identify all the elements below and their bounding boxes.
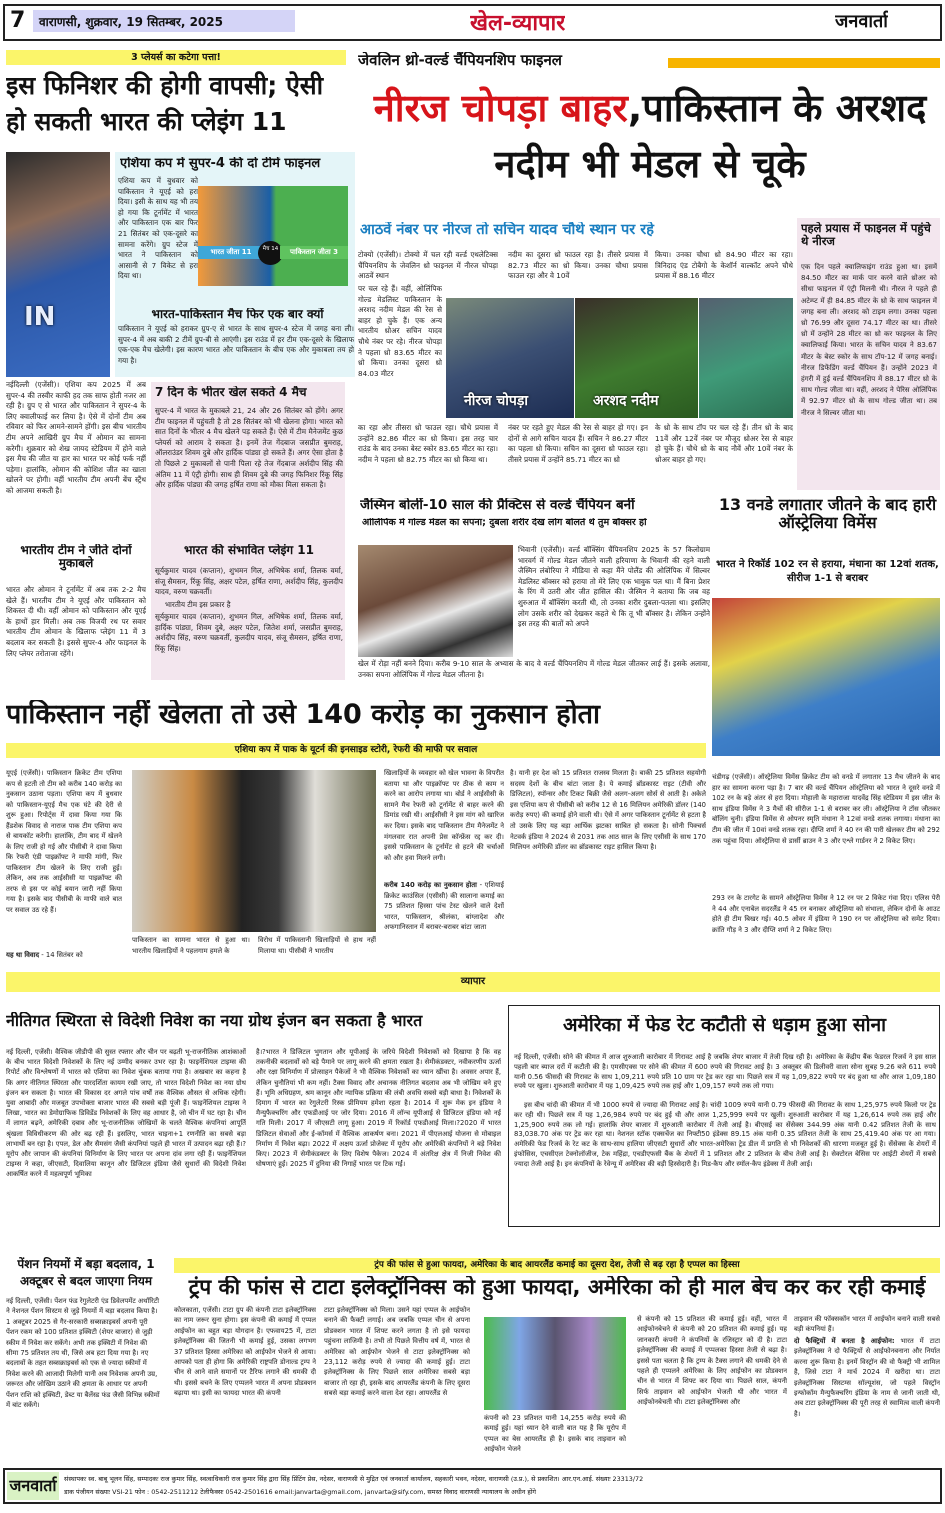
footer-line-1: संस्थापकः स्व. बाबू भूलन सिंह, सम्पादकः राज कुमार सिंह, स्वत्वाधिकारी राज कुमार सिंह द्वारा सिंह प्रिंटिंग प्रेस, नदेसर, वाराणसी से मुद्रित एवं जनवार्ता कार्यालय, सहकारी भवन, नदेसर, वाराणसी (उ.प्र.), से प्रकाशित। आर.एन.आई. संख्याः 23313/72	[64, 1475, 644, 1483]
arshad-photo	[575, 298, 698, 418]
story1-headline: इस फिनिशर की होगी वापसी; ऐसी हो सकती भारत की प्लेइंग 11	[6, 71, 324, 136]
box-text: एशिया कप में बुधवार को पाकिस्तान ने यूएई को हरा दिया। इसी के साथ यह भी तय हो गया कि टूर्नामेंट में भारत और पाकिस्तान एक बार फिर 21 सितंबर को एक-दूसरे का सामना करेंगे। ग्रुप स्टेज में भारत ने पाकिस्तान को आसानी से 7 विकेट से हरा दिया था।	[118, 176, 198, 281]
box-title: एशिया कप में सुपर-4 की दो टीमें फाइनल	[120, 157, 321, 171]
business-s1-headline: नीतिगत स्थिरता से विदेशी निवेश का नया ग्रोथ इंजन बन सकता है भारत	[6, 1012, 423, 1030]
kicker-bar	[668, 58, 940, 68]
story3-body2: खेल में रोड़ा नहीं बनने दिया। करीब 9-10 साल के अभ्यास के बाद वे वर्ल्ड चैंपियनशिप में गोल्ड मेडल जीतकर लाई हैं। इसके अलावा, उनका सपना ओलिंपिक में गोल्ड मेडल जीतना है।	[358, 659, 710, 679]
story4-headline: 13 वनडे लगातार जीतने के बाद हारी ऑस्ट्रेलिया विमेंस	[718, 496, 937, 532]
story3-body: भिवानी (एजेंसी)। वर्ल्ड बॉक्सिंग चैंपियनशिप 2025 के 57 किलोग्राम भारवर्ग में गोल्ड मेडल जीतने वाली हरियाणा के भिवानी की रहने वाली जैस्मिन लंबोरिया ने मीडिया से कहा मैंने पोलैंड की ओलिंपिक में सिल्वर मेडलिस्ट बॉक्सर को हराया तो मेरे लिए एक भावुक पल था। मैं बिना प्रेशर के रिंग में उतरी और जीत हासिल की। जैस्मिन ने बताया कि जब वह शुरुआत में बॉक्सिंग करती थी, तो उनका शरीर दुबला-पतला था। इसलिए लोग उसके शरीर को देखकर कहते थे कि तू भी बॉक्सर है। लेकिन उन्होंने इस तरह की बातों को अपने	[518, 545, 710, 629]
story1-sub1-text: भारत और ओमान ने टूर्नामेंट में अब तक 2-2 मैच खेले हैं। भारतीय टीम ने यूएई और पाकिस्तान को शिकस्त दी थी। वहीं ओमान को पाकिस्तान और यूएई के हाथों हार मिली। अब तक विजयी रथ पर सवार भारतीय टीम ओमान के खिलाफ प्लेइंग 11 में 3 बदलाव कर सकती है। इससे सुपर-4 और फाइनल के लिए प्लेयर तरोताजा रहेंगे।	[6, 585, 146, 658]
col5-body: भारत में टाटा इलेक्ट्रॉनिक्स ने दो फैक्ट्रियों से आईफोनबनाना और निर्यात करना शुरू किया है। इनमें विस्ट्रॉन की वो फैक्ट्री भी शामिल है, जिसे टाटा ने मार्च 2024 में खरीदा था। टाटा इलेक्ट्रॉनिक्स सिस्टम्स सॉल्यूशंस, जो पहले विस्ट्रॉन इन्फोकॉम मैन्युफैक्चरिंग इंडिया के नाम से जानी जाती थी, अब टाटा इलेक्ट्रॉनिक्स की पूरी तरह से स्वामित्व वाली कंपनी है।	[794, 1337, 940, 1418]
business-s4-headline: ट्रंप की फांस से टाटा इलेक्ट्रॉनिक्स को हुआ फायदा, अमेरिका को ही माल बेच कर कर रही कमाई	[188, 1276, 926, 1299]
neeraj-caption: नीरज चोपड़ा	[464, 393, 528, 409]
box-text-2: पाकिस्तान ने यूएई को हराकर ग्रुप-ए से भारत के साथ सुपर-4 स्टेज में जगह बना ली। सुपर-4 में अब बाकी 2 टीमें ग्रुप-बी से आएंगी। इस राउंड में हर टीम एक-दूसरे के खिलाफ एक-एक मैच खेलेगी। इस कारण भारत और पाकिस्तान के बीच एक और मुकाबला तय हो गया है।	[118, 324, 354, 365]
story2-col2-top: नदीम का दूसरा थ्रो फाउल रहा है। तीसरे प्रयास में 82.73 मीटर का थ्रो किया। उनका चौथा प्रयास फाउल रहा और वे 10वें	[508, 250, 648, 281]
story1-sub2-text: सुपर-4 में भारत के मुकाबले 21, 24 और 26 सितंबर को होंगे। अगर टीम फाइनल में पहुंचती है तो 28 सितंबर को भी खेलना होगा। भारत को सात दिनों के भीतर 4 मैच खेलने पड़ सकते हैं। ऐसे में टीम मैनेजमेंट कुछ प्लेयर्स को आराम दे सकता है। इनमें तेज गेंदबाज जसप्रीत बुमराह, ऑलराउंडर शिवम दुबे और हार्दिक पांड्या हो सकते हैं। अगर ऐसा होता है तो पिछले 2 मुकाबलों से पानी पिला रहे तेज गेंदबाज अर्शदीप सिंह की अंतिम 11 में एंट्री होगी। साथ ही शिवम दुबे की जगह फिनिशर रिंकू सिंह और हार्दिक पांड्या की जगह हर्षित राणा को मौका मिला सकता है।	[155, 406, 343, 490]
story1-sub2: 7 दिन के भीतर खेल सकते 4 मैच	[155, 386, 307, 399]
story5-col1-tail	[6, 950, 122, 961]
page-number: 7	[10, 8, 26, 33]
story5-col4: है। यानी हर देश को 15 प्रतिशत राजस्व मिलता है। बाकी 25 प्रतिशत सहयोगी सदस्य देशों के बीच बांटा जाता है। ये कमाई ब्रॉडकास्ट राइट (टीवी और डिजिटल), स्पॉन्सर और टिकट बिक्री जैसे अलग-अलग सोर्स से आती है। अकेले इस एशिया कप से पीसीबी को करीब 12 से 16 मिलियन अमेरिकी डॉलर (140 करोड़ रुपए) की कमाई होने वाली थी। ऐसे में अगर पाकिस्तान टूर्नामेंट से हटता है तो उसके लिए यह बड़ा आर्थिक झटका साबित हो सकता है। सोनी पिक्चर्स नेटवर्क इंडिया ने 2024 से 2031 तक आठ साल के लिए एसीसी के साथ 170 मिलियन अमेरिकी डॉलर का ब्रॉडकास्ट राइट हासिल किया है।	[510, 769, 706, 852]
headline-red-part: नीरज चोपड़ा बाहर	[373, 86, 628, 130]
arshad-caption: अरशद नदीम	[593, 393, 659, 409]
story1-sub1: भारतीय टीम ने जीते दोनों मुकाबले	[20, 544, 132, 571]
col1-end: - 14 सितंबर को	[41, 951, 83, 959]
sachin-photo	[699, 298, 793, 418]
dateline: वाराणसी, शुक्रवार, 19 सितम्बर, 2025	[33, 10, 295, 32]
business-s2-body: नई दिल्ली, एजेंसी। सोने की कीमत में आज शुरुआती कारोबार में गिरावट आई है जबकि शेयर बाजार में तेजी दिख रही है। अमेरिका के केंद्रीय बैंक फेडरल रिजर्व ने इस साल पहली बार ब्याज दरों में कटौती की है। एमसीएक्स पर सोने की कीमत में 600 रुपये की गिरावट आई है। 3 अक्तूबर की डिलीवरी वाला सोना सुबह 9.26 बजे 611 रुपये यानी 0.56 फीसदी की गिरावट के साथ 1,09,211 रुपये प्रति 10 ग्राम पर ट्रेड कर रहा था। पिछले सत्र में यह 1,09,822 रुपये पर बंद हुआ था और आज 1,09,180 रुपये पर खुला। शुरुआती कारोबार में यह 1,09,425 रुपये तक हाई और 1,09,157 रुपये तक लो गया।	[514, 1053, 936, 1091]
story2-headline	[360, 80, 940, 192]
story4-subhead: भारत ने रिकॉर्ड 102 रन से हराया, मंधाना का 12वां शतक, सीरीज 1-1 से बराबर	[716, 559, 939, 584]
story5-headline: पाकिस्तान नहीं खेलता तो उसे 140 करोड़ का नुकसान होता	[6, 700, 601, 730]
story2-col1-side: पर चल रहे हैं। वहीं, ओलिंपिक गोल्ड मेडलिस्ट पाकिस्तान के अरशद नदीम मेडल की रेस से बाहर हो चुके हैं। एक अन्य भारतीय थ्रोअर सचिन यादव चौथे नंबर पर रहे। नीरज चोपड़ा ने पहला थ्रो 83.65 मीटर का थ्रो किया। उनका दूसरा थ्रो 84.03 मीटर	[358, 284, 442, 378]
business-s4-col1: कोलकाता, एजेंसी। टाटा ग्रुप की कंपनी टाटा इलेक्ट्रॉनिक्स का नाम जरूर सुना होगा। इस कंपनी की कमाई में एप्पल आईफोन का बहुत बड़ा योगदान है। एफवाय25 में, टाटा इलेक्ट्रॉनिक्स की जितनी भी कमाई हुई, उसका लगभग 37 प्रतिशत हिस्सा अमेरिका को आईफोन भेजने से आया। आपको पता ही होगा कि अमेरिकी राष्ट्रपति डोनाल्ड ट्रम्प ने चीन से आने वाले समानों पर टैरिफ लगाने की धमकी दी थी। इससे बचने के लिए एप्पलने भारत में अपना प्रोडक्शन बढ़ाया था। इसी का फायदा भारत की कंपनी	[174, 1306, 316, 1398]
col5-lead: दो फैक्ट्रियों में बनता है आईफोन:	[794, 1337, 895, 1345]
jersey-text: IN	[24, 302, 56, 332]
story2-col3-bottom: के थ्रो के साथ टॉप पर चल रहे हैं। तीन थ्रो के बाद 11वें और 12वें नंबर पर मौजूद थ्रोअर रेस से बाहर हो चुके हैं। चौथे थ्रो के बाद नौवें और 10वें नंबर के थ्रोअर बाहर हो गए।	[655, 423, 793, 464]
business-s4-col5-text	[794, 1336, 940, 1460]
cricket-photo	[712, 598, 940, 756]
player-photo	[6, 152, 110, 377]
business-s4-col3: कंपनी को 23 प्रतिशत यानी 14,255 करोड़ रुपये की कमाई हुई। यहां ध्यान देने वाली बात यह है कि यूरोप में एप्पल का बेस आयरलैंड ही है। इसके बाद ताइवान को आईफोन भेजने	[484, 1414, 626, 1454]
story5-col1: यूएई (एजेंसी)। पाकिस्तान क्रिकेट टीम एशिया कप से हटती तो टीम को करीब 140 करोड़ का नुकसान उठाना पड़ता। एशिया कप में बुधवार को पाकिस्तान-यूएई मैच एक घंटे की देरी से शुरू हुआ। रिपोर्ट्स में दावा किया गया कि हैंडशेक विवाद से नाराज पाक टीम एशिया कप से बायकॉट करेगी। हालांकि, टीम बाद में खेलने के लिए राजी हो गई और पीसीबी ने दावा किया कि रेफरी एंडी पाइक्रॉफ्ट ने माफी मांगी, फिर पाकिस्तान टीम खेलने के लिए राजी हुई। लेकिन, अब तक आईसीसी या पाइक्रॉफ्ट की तरफ से इस पर कोई बयान जारी नहीं किया गया है। इसके बाद पीसीबी के माफी वाले बात पर सवाल उठ रहे हैं।	[6, 769, 122, 914]
col3-lead: करीब 140 करोड़ का नुकसान होता	[384, 881, 477, 889]
story4-body: चंडीगढ़ (एजेंसी)। ऑस्ट्रेलिया विमेंस क्रिकेट टीम को वनडे में लगातार 13 मैच जीतने के बाद हार का सामना करना पड़ा है। 7 बार की वर्ल्ड चैंपियन ऑस्ट्रेलिया को भारत ने दूसरे वनडे में 102 रन के बड़े अंतर से हरा दिया। मोहाली के महाराजा यादवेंद्र सिंह स्टेडियम में इस जीत के साथ इंडिया विमेंस ने 3 मैचों की सीरीज 1-1 से बराबर कर ली। ऑस्ट्रेलिया ने टॉस जीतकर बॉलिंग चुनी। इंडिया विमेंस से ओपनर स्मृति मंधाना ने 12वां वनडे शतक लगाया। मंधाना का टीम की जीत में 10वां वनडे शतक रहा। दीप्ति शर्मा ने 40 रन की पारी खेलकर टीम को 292 तक पहुंचा दिया। ऑस्ट्रेलिया से डार्सी ब्राउन ने 3 और एश्ले गार्डनर ने 2 विकेट लिए।	[712, 773, 940, 845]
business-s4-col2: टाटा इलेक्ट्रॉनिक्स को मिला। उसने यहां एप्पल के आईफोन बनाने की फैक्टी लगाई। अब जबकि एप्पल चीन से अपना प्रोडक्शन भारत में शिफ्ट करने लगता है तो इसे फायदा पहुंचना लाजिमी है। तभी तो पिछले वित्तीय वर्ष में, भारत से अमेरिका को आईफोन भेजने से टाटा इलेक्ट्रॉनिक्स को 23,112 करोड़ रुपये से ज्यादा की कमाई हुई। टाटा इलेक्ट्रॉनिक्स के लिए पिछले साल अमेरिका सबसे बड़ा बाजार तो रहा ही, इसके बाद आयरलैंड कंपनी के लिए दूसरा सबसे बड़ा कमाई करने वाला देश रहा। आयरलैंड से	[324, 1306, 470, 1398]
sidebar-text: एक दिन पहले क्वालिफाइंग राउंड हुआ था। इसमें 84.50 मीटर का मार्क पार करने वाले थ्रोअर को सीधा फाइनल में एंट्री मिलनी थी। नीरज ने पहले ही अटेम्प्ट में ही 84.85 मीटर के थ्रो के साथ फाइनल में जगह बना ली। अरशद को टाइम लगा। उनका पहला थ्रो 76.99 और दूसरा 74.17 मीटर का था। तीसरे थ्रो में उन्होंने 28 मीटर का थ्रो कर फाइनल के लिए क्वालिफाई किया। भारत के सचिन यादव ने 83.67 मीटर के बेस्ट स्कोर के साथ टॉप-12 में जगह बनाई। नीरज डिफेंडिंग वर्ल्ड चैंपियन हैं। उन्होंने 2023 में हंगरी में हुई वर्ल्ड चैंपियनशिप में 88.17 मीटर थ्रो के साथ गोल्ड जीता था। वहीं, अरशद ने पेरिस ओलिंपिक में 92.97 मीटर थ्रो के साथ गोल्ड जीता था। तब नीरज ने सिल्वर जीता था।	[801, 263, 937, 417]
business-s4-col5: ताइवान की फॉक्सकॉन भारत में आईफोन बनाने वाली सबसे बड़ी कंपनियां हैं।	[794, 1315, 940, 1334]
section-title: खेल-व्यापार	[470, 11, 566, 36]
matches-badge: मैच 14	[258, 241, 283, 265]
story1-sub3-label: भारतीय टीम इस प्रकार है	[165, 600, 231, 609]
story2-col1-bottom: का रहा और तीसरा थ्रो फाउल रहा। चौथे प्रयास में उन्होंने 82.86 मीटर का थ्रो किया। इस तरह चार राउंड के बाद उनका बेस्ट स्कोर 83.65 मीटर का रहा। नदीम ने पहला थ्रो 82.75 मीटर का थ्रो किया था।	[358, 423, 498, 464]
story1-sub3: भारत की संभावित प्लेइंग 11	[184, 544, 314, 557]
jasmine-photo	[358, 545, 513, 657]
business-banner: व्यापार	[6, 972, 940, 992]
india-won-label: भारत जीता 11	[198, 246, 264, 259]
footer-brand: जनवार्ता	[7, 1472, 59, 1500]
neeraj-photo	[446, 298, 574, 418]
business-s1-col1: नई दिल्ली, एजेंसी। वैश्विक जीडीपी की सुस्त रफ्तार और चीन पर बढ़ती भू-राजनीतिक आशंकाओं के बीच भारत विदेशी निवेशकों के लिए नई उम्मीद बनकर उभर रहा है। फाइनेंशियल टाइम्स की रिपोर्ट और विश्लेषणों में भारत को एशिया का निवेश चुंबक बताया गया है। अखबार का कहना है कि अगर नीतिगत स्थिरता और पारदर्शिता कायम रखी जाए, तो भारत विदेशी निवेश का नया ग्रोथ इंजन बन सकता है। भारत की विकास दर अगले पांच वर्षों तक वैश्विक औसत से अधिक रहेगी। युवा आबादी और मजबूत उपभोक्ता बाजार भारत की सबसे बड़ी पूंजी हैं। फाइनेंशियल टाइम्स ने लिखा, भारत का डेमोग्राफिक डिविडेंड निवेशकों के लिए वह आधार है, जो चीन में घट रहा है। चीन में लागत बढ़ने, अमेरिकी दबाव और भू-राजनीतिक जोखिमों के चलते वैश्विक कंपनियां आपूर्ति श्रृंखला विविधीकरण की ओर बढ़ रही हैं। इसलिए, भारत चाइना+1 रणनीति का सबसे बड़ा लाभार्थी बन रहा है। एपल, डेल और सैमसंग जैसी कंपनियां पहले ही भारत में उत्पादन बढ़ा रही हैं।?यूरोप और जापान की कंपनियां विनिर्माण के लिए भारत पर अपना दांव लगा रही हैं। फाइनेंशियल टाइम्स ने कहा, जीएसटी, दिवालिया कानून और डिजिटल इंडिया जैसे सुधारों की विदेशी निवेश आकर्षित करने में महत्वपूर्ण भूमिका	[6, 1048, 246, 1179]
story2-subhead: आठवें नंबर पर नीरज तो सचिन यादव चौथे स्थान पर रहे	[360, 222, 654, 238]
story5-subhead: एशिया कप में पाक के यूटर्न की इनसाइड स्टोरी, रेफरी की माफी पर सवाल	[6, 743, 706, 758]
col1-lead: यह था विवाद	[6, 951, 40, 959]
brand-name: जनवार्ता	[835, 11, 888, 32]
business-s3-headline: पेंशन नियमों में बड़ा बदलाव, 1 अक्टूबर से बदल जाएगा नियम	[17, 1257, 155, 1288]
business-s3-body: नई दिल्ली, एजेंसी। पेंशन फंड रेगुलेटरी एंड डिवेलपमेंट अथॉरिटी ने नेशनल पेंशन सिस्टम से जुड़े नियमों में बड़ा बदलाव किया है। 1 अक्टूबर 2025 से गैर-सरकारी सब्सक्राइबर्स अपनी पूरी पेंशन रकम को 100 प्रतिशत इक्विटी (शेयर बाजार) से जुड़ी स्कीम में निवेश कर सकेंगे। अभी तक इक्विटी में निवेश की सीमा 75 प्रतिशत तय थी, जिसे अब हटा दिया गया है। नए बदलावों के तहत सब्सक्राइबर्स को एक से ज्यादा स्कीमों में निवेश करने की आजादी मिलेगी यानी अब निवेशक अपनी उम्र, जरूरत और जोखिम उठाने की क्षमता के आधार पर अपनी पेंशन राशि को इक्विटी, डेब्ट या बैलेंस्ड फंड जैसी विभिन्न स्कीमों में बांट सकेंगे।	[6, 1297, 160, 1410]
col3-end: - एशियाई क्रिकेट काउंसिल (एसीसी) की सालाना कमाई का 75 प्रतिशत हिस्सा पांच टेस्ट खेलने वाले देशों भारत, पाकिस्तान, श्रीलंका, बांग्लादेश और अफगानिस्तान में बराबर-बराबर बांटा जाता	[384, 881, 504, 932]
story2-col1-top: टोक्यो (एजेंसी)। टोक्यो में चल रही वर्ल्ड एथलेटिक्स चैंपियनशिप के जेवलिन थ्रो फाइनल में नीरज चोपड़ा आठवें स्थान	[358, 250, 498, 281]
story3-subhead: ओलिंपिक में गोल्ड मेडल का सपना; दुबला शरीर देख लोग बोलते थे तुम बॉक्सर हो	[362, 518, 647, 528]
story4-body2: 293 रन के टारगेट के सामने ऑस्ट्रेलिया विमेंस ने 12 रन पर 2 विकेट गंवा दिए। एलिस पेरी ने 44 और एनाबेल सदरलैंड ने 45 रन बनाकर ऑस्ट्रेलिया को संभाला, लेकिन दोनों के आउट होते ही टीम बिखर गई। 40.5 ओवर में इंडिया ने 190 रन पर ऑस्ट्रेलिया को समेट दिया। क्रांति गौड़ ने 3 और दीप्ति शर्मा ने 2 विकेट लिए।	[712, 894, 940, 934]
meeting-photo	[132, 770, 376, 932]
story1-body: नईदिल्ली (एजेंसी)। एशिया कप 2025 में अब सुपर-4 की तस्वीर काफी हद तक साफ होती नजर आ रही है। ग्रुप ए से भारत और पाकिस्तान ने सुपर-4 के लिए क्वालीफाई कर लिया है। ऐसे में दोनों टीम अब रविवार को फिर आमने-सामने होंगी। इस बीच भारतीय टीम अपने आखिरी ग्रुप मैच में ओमान का सामना करेगी। शुक्रवार को शेख जायद स्टेडियम में होने वाले इस मैच की जीत या हार का भारत पर कोई फर्क नहीं पड़ेगा। हालांकि, ओमान की कोशिश जीत का खाता खोलने पर होगी। वहीं भारतीय टीम अपनी बेंच स्ट्रैंथ को आजमा सकती है।	[6, 380, 146, 495]
pakistan-won-label: पाकिस्तान जीता 3	[280, 246, 348, 259]
story3-headline: जैस्मिन बोलीं-10 साल की प्रैक्टिस से वर्ल्ड चैंपियन बनीं	[360, 498, 635, 513]
story1-kicker: 3 प्लेयर्स का कटेगा पत्ता!	[6, 50, 346, 65]
photo-caption-2: विरोध में पाकिस्तानी खिलाड़ियों से हाथ नहीं मिलाया था। पीसीबी ने भारतीय	[258, 936, 376, 955]
footer-line-2: डाक पंजीयन संख्याः VSI-21 फोन : 0542-2511212 टेलीफैक्सः 0542-2501616 email:janvarta@gmail.com, janvarta@sify.com, समस्त विवाद वाराणसी न्यायालय के अधीन होंगे	[64, 1488, 536, 1496]
business-s1-col2: है।?भारत ने डिजिटल भुगतान और यूपीआई के जरिये विदेशी निवेशकों को दिखाया है कि वह तकनीकी बदलावों को बड़े पैमाने पर लागू करने की क्षमता रखता है। सेमीकंडक्टर, नवीकरणीय ऊर्जा और रक्षा विनिर्माण में प्रोत्साहन पैकेजों ने भी वैश्विक निवेशकों का ध्यान खींचा है। अवसर अपार हैं, लेकिन चुनौतियां भी कम नहीं। टैक्स विवाद और अचानक नीतिगत बदलाव अब भी जोखिम बने हुए हैं। भूमि अधिग्रहण, श्रम कानून और न्यायिक प्रक्रिया की लंबी अवधि सबसे बड़ी बाधा है। निवेशकों के दिमाग में भारत का रेगुलेटरी रिस्क प्रीमियम हमेशा रहता है। 2014 में शुरू मेक इन इंडिया ने मैन्युफैक्चरिंग और एफडीआई पर जोर दिया। 2016 में लॉन्च यूपीआई से डिजिटल इंडिया को नई गति मिली। 2017 में जीएसटी लागू हुआ। 2019 में रिकॉर्ड एफडीआई मिला।?2020 में भारत डिजिटल सेवाओं और ई-कॉमर्स में वैश्विक आकर्षण बना। 2021 में पीएलआई योजना से मोबाइल निर्माण में निवेश बढ़ा। 2022 में अक्षय ऊर्जा प्रोजेक्ट में यूरोप और अमेरिकी कंपनियों ने बड़े निवेश किए। 2023 में सेमीकंडक्टर के लिए विशेष पैकेज। 2024 में अंतरिक्ष क्षेत्र में निजी निवेश की घोषणाएं हुईं। 2025 में दुनिया की निगाहें भारत पर टिक गईं।	[256, 1048, 501, 1169]
story2-col3-top: किया। उनका चौथा थ्रो 84.90 मीटर का रहा। त्रिनिदाद एंड टोबैगो के केशॉर्न वाल्कॉट अपने चौथे प्रयास में 88.16 मीटर	[655, 250, 793, 281]
story2-col2-bottom: नंबर पर रहते हुए मेडल की रेस से बाहर हो गए। इन दोनों से आगे सचिन यादव हैं। सचिन ने 86.27 मीटर का पहला थ्रो किया। सचिन का दूसरा थ्रो फाउल रहा। तीसरे प्रयास में उन्होंने 85.71 मीटर का थ्रो	[508, 423, 648, 464]
headline-black-part: ,पाकिस्तान के अरशद नदीम भी मेडल से चूके	[494, 86, 927, 186]
story2-kicker: जेवलिन थ्रो-वर्ल्ड चैंपियनशिप फाइनल	[358, 52, 562, 69]
business-s2-body2: इस बीच चांदी की कीमत में भी 1000 रुपये से ज्यादा की गिरावट आई है। चांदी 1009 रुपये यानी 0.79 फीसदी की गिरावट के साथ 1,25,975 रुपये किलो पर ट्रेड कर रही थी। पिछले सत्र में यह 1,26,984 रुपये पर बंद हुई थी और आज 1,25,999 रुपये पर खुली। शुरुआती कारोबार में यह 1,26,614 रुपये तक हाई और 1,25,900 रुपये तक लो गई। हालांकि शेयर बाजार में शुरुआती कारोबार में तेजी आई है। बीएसई का सेंसेक्स 344.99 अंक यानी 0.42 प्रतिशत तेजी के साथ 83,038.70 अंक पर ट्रेड कर रहा था। नेशनल स्टॉक एक्सचेंज का निफ्टी50 इंडेक्स 89.15 अंक यानी 0.35 प्रतिशत तेजी के साथ 25,419.40 अंक पर आ गया। अमेरिकी फेड रिजर्व के रेट कट के साथ-साथ हालिया जीएसटी सुधारों और भारत-अमेरिका ट्रेड डील में प्रगति से भी निवेशकों की धारणा मजबूत हुई है। सेंसेक्स के शेयरों में इंफोसिस, एचसीएल टेक्नोलॉजीज, टेक महिंद्रा, एचडीएफसी बैंक के शेयरों में 1 प्रतिशत और 2 प्रतिशत के बीच तेजी आई है। सेक्टोरल बेसिस पर आईटी शेयरों में सबसे ज्यादा तेजी आई है। इन कंपनियों के रेवेन्यू में अमेरिका की बड़ी हिस्सेदारी है। मिड-कैप और स्मॉल-कैप इंडेक्स में तेजी आई।	[514, 1101, 936, 1168]
photo-caption-1: पाकिस्तान का सामना भारत से हुआ था। भारतीय खिलाड़ियों ने पहलगाम हमले के	[132, 936, 250, 955]
business-s4-kicker: ट्रंप की फांस से हुआ फायदा, अमेरिका के बाद आयरलैंड कमाई का दूसरा देश, तेजी से बढ़ रहा है एप्पल का हिस्सा	[174, 1258, 940, 1273]
box-title-2: भारत-पाकिस्तान मैच फिर एक बार क्यों	[151, 308, 324, 321]
sidebar-title: पहले प्रयास में फाइनल में पहुंचे थे नीरज	[801, 222, 931, 248]
story1-sub3-text: सूर्यकुमार यादव (कप्तान), शुभमन गिल, अभिषेक शर्मा, तिलक वर्मा, संजू सैमसन, रिंकू सिंह, अक्षर पटेल, हर्षित राणा, अर्शदीप सिंह, कुलदीप यादव, वरुण चक्रवर्ती।	[155, 566, 343, 597]
iphone-photo	[484, 1317, 626, 1410]
match-graphic	[198, 186, 348, 286]
story1-sub3-text2: सूर्यकुमार यादव (कप्तान), शुभमन गिल, अभिषेक शर्मा, तिलक वर्मा, हार्दिक पांड्या, शिवम दुबे, अक्षर पटेल, जितेश शर्मा, जसप्रीत बुमराह, अर्शदीप सिंह, वरुण चक्रवर्ती, कुलदीप यादव, संजू सैमसन, हर्षित राणा, रिंकू सिंह।	[155, 612, 343, 653]
business-s2-headline: अमेरिका में फेड रेट कटौती से धड़ाम हुआ सोना	[562, 1015, 887, 1036]
story5-col3-tail	[384, 880, 504, 962]
story5-col3: खिलाड़ियों के व्यवहार को खेल भावना के विपरीत बताया था और पाइक्रॉफ्ट पर ठीक से काम न करने का आरोप लगाया था। बोर्ड ने आईसीसी के सामने मैच रेफरी को टूर्नामेंट से बाहर करने की डिमांड रखी थी। आईसीसी ने इस मांग को खारिज कर दिया। इसके बाद पाकिस्तान टीम मैनेजमेंट ने मंगलवार रात अपनी प्रेस कॉन्फ्रेंस रद्द कर दी। इससे पाकिस्तान के टूर्नामेंट से हटने की चर्चाओं को और हवा मिलने लगी।	[384, 769, 504, 862]
business-s4-col4: से कंपनी को 15 प्रतिशत की कमाई हुई। वहीं, भारत में आईफोनबेचने से कंपनी को 20 प्रतिशत की कमाई हुई। यह जानकारी कंपनी ने कंपनियों के रजिस्ट्रार को दी है। टाटा इलेक्ट्रॉनिक्स की कमाई में एप्पलका हिस्सा तेजी से बढ़ा है। इससे पता चलता है कि ट्रम्प के टैक्स लगाने की धमकी देने से पहले ही एप्पलने अमेरिका के लिए आईफोन का प्रोडक्शन चीन से भारत में शिफ्ट कर दिया था। पिछले साल, कंपनी सिर्फ ताइवान को आईफोन भेजती थी और भारत में आईफोनबेचती थी। टाटा इलेक्ट्रॉनिक्स और	[637, 1315, 787, 1407]
